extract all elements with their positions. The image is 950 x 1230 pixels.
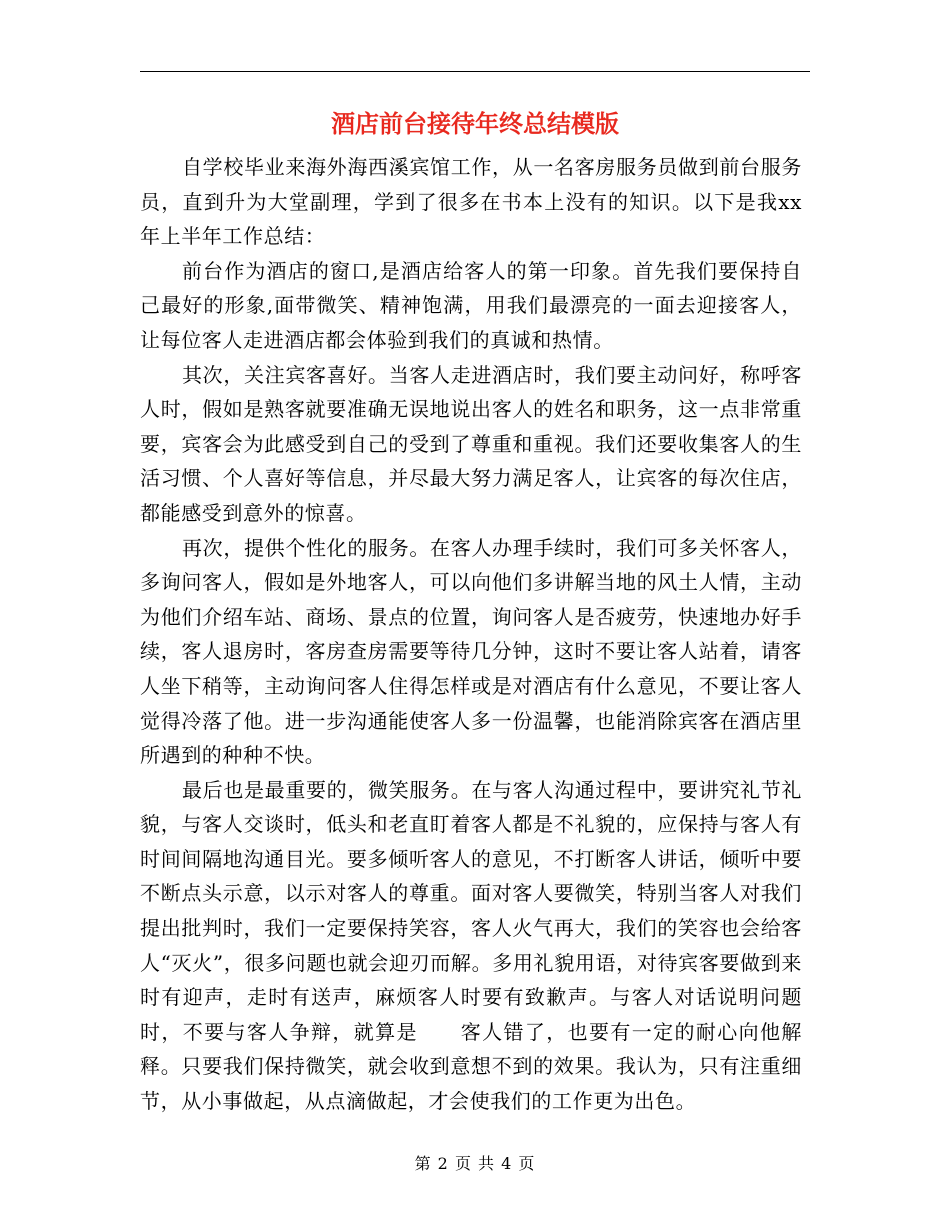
page-number-footer: 第 2 页 共 4 页: [414, 1154, 536, 1173]
paragraph-personalized-service: 再次，提供个性化的服务。在客人办理手续时，我们可多关怀客人，多询问客人，假如是外地客人，可以向他们多讲解当地的风土人情，主动为他们介绍车站、商场、景点的位置，询问客人是否疲劳，快速地办好手续，客人退房时，客房查房需要等待几分钟，这时不要让客人站着，请客人坐下稍等，主动询问客人住得怎样或是对酒店有什么意见，不要让客人觉得冷落了他。进一步沟通能使客人多一份温馨，也能消除宾客在酒店里所遇到的种种不快。: [140, 535, 802, 768]
document-body: [140, 150, 802, 1119]
document-title: 酒店前台接待年终总结模版: [331, 109, 619, 138]
paragraph-first-impression: 前台作为酒店的窗口,是酒店给客人的第一印象。首先我们要保持自己最好的形象,面带微笑、精神饱满，用我们最漂亮的一面去迎接客人，让每位客人走进酒店都会体验到我们的真诚和热情。: [140, 258, 802, 352]
paragraph-intro: 自学校毕业来海外海西溪宾馆工作，从一名客房服务员做到前台服务员，直到升为大堂副理，学到了很多在书本上没有的知识。以下是我xx年上半年工作总结：: [140, 155, 802, 249]
paragraph-guest-preferences: 其次，关注宾客喜好。当客人走进酒店时，我们要主动问好，称呼客人时，假如是熟客就要准确无误地说出客人的姓名和职务，这一点非常重要，宾客会为此感受到自己的受到了尊重和重视。我们还要收集客人的生活习惯、个人喜好等信息，并尽最大努力满足客人，让宾客的每次住店，都能感受到意外的惊喜。: [140, 362, 802, 525]
paragraph-smile-service: 最后也是最重要的，微笑服务。在与客人沟通过程中，要讲究礼节礼貌，与客人交谈时，低头和老直盯着客人都是不礼貌的，应保持与客人有时间间隔地沟通目光。要多倾听客人的意见，不打断客人讲话，倾听中要不断点头示意，以示对客人的尊重。面对客人要微笑，特别当客人对我们提出批判时，我们一定要保持笑容，客人火气再大，我们的笑容也会给客人“灭火”，很多问题也就会迎刃而解。多用礼貌用语，对待宾客要做到来时有迎声，走时有送声，麻烦客人时要有致歉声。与客人对话说明问题时，不要与客人争辩，就算是 客人错了，也要有一定的耐心向他解释。只要我们保持微笑，就会收到意想不到的效果。我认为，只有注重细节，从小事做起，从点滴做起，才会使我们的工作更为出色。: [140, 777, 802, 1114]
header-divider: [140, 71, 810, 72]
